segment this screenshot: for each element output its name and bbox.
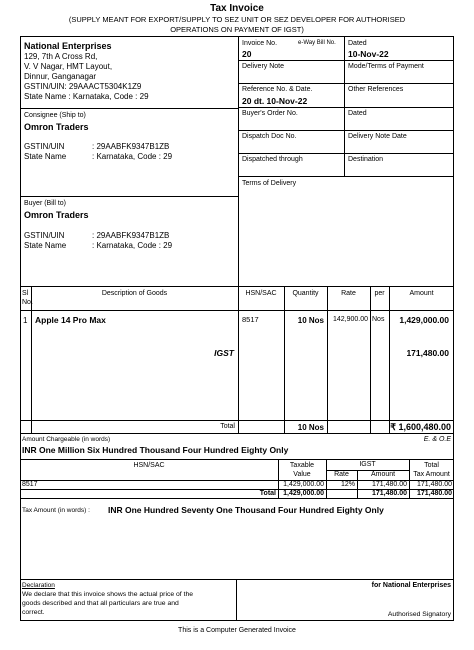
seller-address-line: Dinnur, Ganganagar <box>24 72 97 81</box>
declaration-line: We declare that this invoice shows the actual price of the <box>22 591 194 598</box>
order-dated-label: Dated <box>348 110 367 117</box>
consignee-heading: Consignee (Ship to) <box>24 112 86 119</box>
declaration-heading: Declaration <box>22 582 55 589</box>
subtitle-line-1: (SUPPLY MEANT FOR EXPORT/SUPPLY TO SEZ UNIT OR SEZ DEVELOPER FOR AUTHORISED <box>68 15 406 24</box>
buyer-heading: Buyer (Bill to) <box>24 200 67 207</box>
consignee-gstin: : 29AABFK9347B1ZB <box>92 142 170 151</box>
amount-header: Amount <box>409 290 434 297</box>
tax-amount-header: Amount <box>370 471 396 478</box>
tax-row-rate: 12% <box>340 481 355 488</box>
total-tax-header: Total <box>424 462 439 469</box>
meta-line <box>238 107 454 108</box>
no-header: No. <box>22 299 33 306</box>
consignee-state-label: State Name <box>24 152 67 161</box>
total-label: Total <box>220 423 235 430</box>
desc-header: Description of Goods <box>101 290 168 297</box>
tax-row-total: 171,480.00 <box>416 481 452 488</box>
seller-address-line: V. V Nagar, HMT Layout, <box>24 62 113 71</box>
consignee-divider <box>20 196 238 197</box>
dated-label: Dated <box>348 40 367 47</box>
dispatch-doc-label: Dispatch Doc No. <box>242 133 297 140</box>
seller-divider <box>20 108 238 109</box>
amount-words-label: Amount Chargeable (in words) <box>22 436 111 443</box>
col-line <box>370 286 371 433</box>
tax-hsn-header: HSN/SAC <box>133 462 165 469</box>
signatory-for: for National Enterprises <box>371 582 451 589</box>
declaration-line: goods described and that all particulars are true and <box>22 600 179 607</box>
total-qty: 10 Nos <box>297 423 324 432</box>
authorised-signatory: Authorised Signatory <box>387 611 451 618</box>
delivery-note-label: Delivery Note <box>242 63 285 70</box>
item-description: Apple 14 Pro Max <box>35 315 106 325</box>
declaration-top <box>20 579 454 580</box>
tax-in-words: INR One Hundred Seventy One Thousand Four Hundred Eighty Only <box>108 505 384 515</box>
invoice-no: 20 <box>242 49 252 59</box>
col-line <box>31 286 32 433</box>
meta-line <box>238 83 454 84</box>
total-amount: ₹ 1,600,480.00 <box>390 422 451 432</box>
terms-of-delivery-label: Terms of Delivery <box>242 180 297 187</box>
tax-row-amount: 171,480.00 <box>371 481 407 488</box>
destination-label: Destination <box>348 156 384 163</box>
invoice-date: 10-Nov-22 <box>348 49 389 59</box>
tax-amount-total-header: Tax Amount <box>413 471 450 478</box>
value-header: Value <box>293 471 311 478</box>
other-references-label: Other References <box>348 86 404 93</box>
buyer-gstin: : 29AABFK9347B1ZB <box>92 231 170 240</box>
reference-label: Reference No. & Date. <box>242 86 313 93</box>
page-title: Tax Invoice <box>210 3 264 14</box>
tax-total-line <box>20 498 454 499</box>
amount-in-words: INR One Million Six Hundred Thousand Four Hundred Eighty Only <box>22 445 289 455</box>
col-line <box>238 286 239 433</box>
mode-terms-label: Mode/Terms of Payment <box>348 63 424 70</box>
col-line <box>284 286 285 433</box>
reference-value: 20 dt. 10-Nov-22 <box>242 96 308 106</box>
tax-table-top <box>20 459 454 460</box>
qty-header: Quantity <box>292 290 319 297</box>
per-header: per <box>374 290 385 297</box>
seller-address-line: 129, 7th A Cross Rd, <box>24 52 98 61</box>
item-hsn: 8517 <box>242 315 259 324</box>
declaration-line: correct. <box>22 609 45 616</box>
items-bottom-line <box>20 433 454 434</box>
meta-divider <box>344 36 345 176</box>
tax-total-total: 171,480.00 <box>416 490 452 497</box>
buyer-state-label: State Name <box>24 241 67 250</box>
igst-label: IGST <box>214 348 234 358</box>
seller-state: State Name : Karnataka, Code : 29 <box>24 92 149 101</box>
tax-row-hsn: 8517 <box>22 481 38 488</box>
buyer-gstin-label: GSTIN/UIN <box>24 231 65 240</box>
tax-total-taxable: 1,429,000.00 <box>283 490 324 497</box>
meta-line <box>238 153 454 154</box>
footer-note: This is a Computer Generated Invoice <box>178 627 296 634</box>
seller-gstin: GSTIN/UIN: 29AAACT5304K1Z9 <box>24 82 142 91</box>
hsn-header: HSN/SAC <box>245 290 277 297</box>
buyer-name: Omron Traders <box>24 210 89 220</box>
col-line <box>389 286 390 433</box>
subtitle-line-2: OPERATIONS ON PAYMENT OF IGST) <box>170 25 304 34</box>
meta-line <box>238 130 454 131</box>
consignee-state: : Karnataka, Code : 29 <box>92 152 173 161</box>
taxable-header: Taxable <box>289 462 315 469</box>
item-per: Nos <box>372 316 385 323</box>
invoice-no-label: Invoice No. <box>242 40 278 47</box>
item-rate: 142,900.00 <box>332 316 368 323</box>
tax-total-amount: 171,480.00 <box>371 490 407 497</box>
tax-total-label: Total <box>259 490 276 497</box>
meta-line <box>238 176 454 177</box>
col-line <box>327 286 328 433</box>
item-sl: 1 <box>23 316 28 325</box>
top-divider <box>238 36 239 286</box>
consignee-name: Omron Traders <box>24 122 89 132</box>
tax-row-taxable: 1,429,000.00 <box>283 481 324 488</box>
igst-header: IGST <box>359 461 376 468</box>
item-qty: 10 Nos <box>297 316 324 325</box>
tax-words-label: Tax Amount (in words) : <box>22 507 90 514</box>
consignee-gstin-label: GSTIN/UIN <box>24 142 65 151</box>
sl-header: Sl <box>22 290 29 297</box>
dispatched-through-label: Dispatched through <box>242 156 303 163</box>
meta-line <box>238 60 454 61</box>
buyer-state: : Karnataka, Code : 29 <box>92 241 173 250</box>
eway-bill-label: e-Way Bill No. <box>298 40 336 46</box>
igst-amount: 171,480.00 <box>406 348 449 358</box>
rate-header: Rate <box>341 290 356 297</box>
buyers-order-label: Buyer's Order No. <box>242 110 298 117</box>
eoe-text: E. & O.E <box>423 436 451 443</box>
item-amount: 1,429,000.00 <box>399 315 449 325</box>
delivery-note-date-label: Delivery Note Date <box>348 133 407 140</box>
tax-rate-header: Rate <box>334 471 349 478</box>
declaration-divider <box>236 579 237 621</box>
seller-name: National Enterprises <box>24 41 112 51</box>
